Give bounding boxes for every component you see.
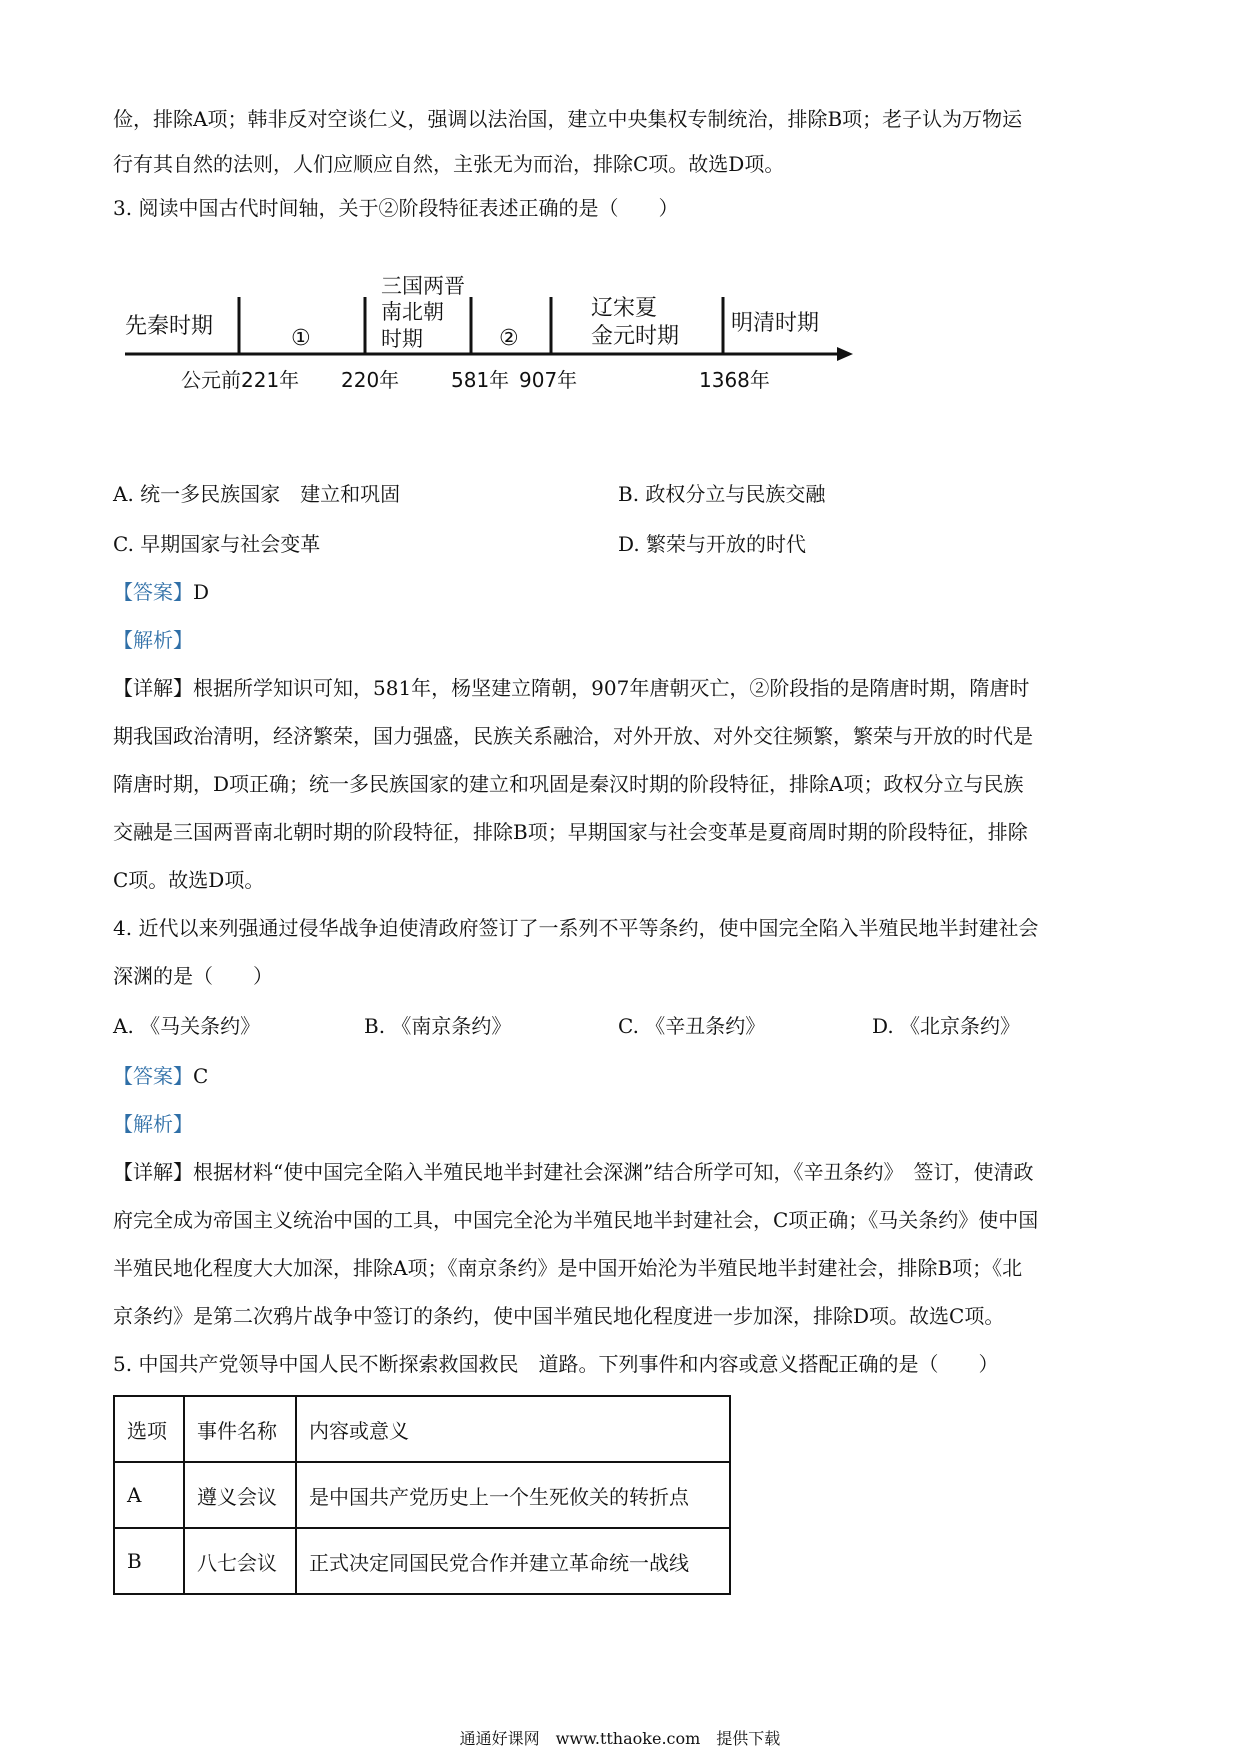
period-jin-yuan: 金元时期 bbox=[591, 324, 680, 349]
detail-text: 根据材料“使中国完全陷入半殖民地半封建社会深渊”结合所学可知，《辛丑条约》 签订，使清政 bbox=[193, 1160, 1034, 1184]
q3-detail-line-5: C项。故选D项。 bbox=[113, 868, 265, 892]
question-3-stem: 3. 阅读中国古代时间轴，关于②阶段特征表述正确的是（ ） bbox=[113, 196, 679, 220]
q3-option-b: B. 政权分立与民族交融 bbox=[618, 482, 826, 506]
period-north-south: 南北朝 bbox=[381, 300, 444, 324]
answer-tag: 【答案】 bbox=[113, 580, 193, 604]
page-footer: 通通好课网 www.tthaoke.com 提供下载 bbox=[459, 1729, 781, 1748]
q4-option-b: B. 《南京条约》 bbox=[364, 1014, 512, 1038]
table-cell: 八七会议 bbox=[184, 1528, 296, 1594]
timeline-arrowhead bbox=[837, 347, 853, 361]
q3-detail-line-3: 隋唐时期，D项正确；统一多民族国家的建立和巩固是秦汉时期的阶段特征，排除A项；政权分立与民族 bbox=[113, 772, 1024, 796]
period-2-marker: ② bbox=[499, 326, 519, 351]
year-221bc: 公元前221年 bbox=[181, 368, 300, 392]
q3-analysis-tag: 【解析】 bbox=[113, 628, 193, 652]
table-cell: 遵义会议 bbox=[184, 1462, 296, 1528]
table-cell: B bbox=[114, 1528, 184, 1594]
header-cell: 内容或意义 bbox=[296, 1396, 730, 1462]
period-three-kingdoms: 三国两晋 bbox=[381, 274, 465, 298]
year-581: 581年 bbox=[451, 368, 510, 392]
table-header-row bbox=[114, 1396, 730, 1462]
answer-tag: 【答案】 bbox=[113, 1064, 193, 1088]
q3-option-d: D. 繁荣与开放的时代 bbox=[618, 532, 807, 556]
q4-detail-line-2: 府完全成为帝国主义统治中国的工具，中国完全沦为半殖民地半封建社会，C项正确；《马关条约》使中国 bbox=[113, 1208, 1039, 1232]
q3-option-a: A. 统一多民族国家 建立和巩固 bbox=[113, 482, 401, 506]
year-220: 220年 bbox=[341, 368, 400, 392]
table-cell: 正式决定同国民党合作并建立革命统一战线 bbox=[296, 1528, 730, 1594]
q4-detail-line-4: 京条约》是第二次鸦片战争中签订的条约，使中国半殖民地化程度进一步加深，排除D项。故选C项。 bbox=[113, 1304, 1005, 1328]
timeline-figure bbox=[125, 274, 860, 430]
period-pre-qin: 先秦时期 bbox=[125, 314, 214, 339]
detail-tag: 【详解】 bbox=[113, 1160, 193, 1184]
q5-stem: 5. 中国共产党领导中国人民不断探索救国救民 道路。下列事件和内容或意义搭配正确的是（ ） bbox=[113, 1352, 999, 1376]
period-1-marker: ① bbox=[291, 326, 311, 351]
period-ming-qing: 明清时期 bbox=[731, 311, 820, 336]
answer-value: D bbox=[193, 580, 210, 604]
q4-option-a: A. 《马关条约》 bbox=[113, 1014, 261, 1038]
table-row bbox=[114, 1462, 730, 1528]
header-cell: 选项 bbox=[114, 1396, 184, 1462]
q4-stem-line-1: 4. 近代以来列强通过侵华战争迫使清政府签订了一系列不平等条约，使中国完全陷入半殖民地半封建社会 bbox=[113, 916, 1039, 940]
table-row bbox=[114, 1528, 730, 1594]
table-cell: 是中国共产党历史上一个生死攸关的转折点 bbox=[296, 1462, 730, 1528]
q4-answer bbox=[113, 1062, 208, 1090]
year-907: 907年 bbox=[519, 368, 578, 392]
q4-analysis-tag: 【解析】 bbox=[113, 1112, 193, 1136]
q4-stem-line-2: 深渊的是（ ） bbox=[113, 964, 273, 988]
q3-detail-line-4: 交融是三国两晋南北朝时期的阶段特征，排除B项；早期国家与社会变革是夏商周时期的阶段特征，排除 bbox=[113, 820, 1028, 844]
q4-detail-line-3: 半殖民地化程度大大加深，排除A项；《南京条约》是中国开始沦为半殖民地半封建社会，排除B项；《北 bbox=[113, 1256, 1023, 1280]
detail-tag: 【详解】 bbox=[113, 676, 193, 700]
q4-option-d: D. 《北京条约》 bbox=[872, 1014, 1021, 1038]
q5-table bbox=[113, 1395, 731, 1595]
header-cell: 事件名称 bbox=[184, 1396, 296, 1462]
year-1368: 1368年 bbox=[699, 368, 770, 392]
q4-detail-line-1 bbox=[113, 1158, 1033, 1186]
text-line-1: 俭，排除A项；韩非反对空谈仁义，强调以法治国，建立中央集权专制统治，排除B项；老子认为万物运 bbox=[113, 107, 1023, 131]
q3-detail-line-2: 期我国政治清明，经济繁荣，国力强盛，民族关系融洽，对外开放、对外交往频繁，繁荣与开放的时代是 bbox=[113, 724, 1033, 748]
detail-text: 根据所学知识可知，581年，杨坚建立隋朝，907年唐朝灭亡，②阶段指的是隋唐时期，隋唐时 bbox=[193, 676, 1030, 700]
answer-value: C bbox=[193, 1064, 209, 1088]
q3-option-c: C. 早期国家与社会变革 bbox=[113, 532, 321, 556]
table-cell: A bbox=[114, 1462, 184, 1528]
q3-answer bbox=[113, 578, 209, 606]
text-line-2: 行有其自然的法则，人们应顺应自然，主张无为而治，排除C项。故选D项。 bbox=[113, 152, 785, 176]
period-liao-song-xia: 辽宋夏 bbox=[591, 296, 658, 321]
q3-detail-line-1 bbox=[113, 674, 1029, 702]
q4-option-c: C. 《辛丑条约》 bbox=[618, 1014, 766, 1038]
period-shiqi: 时期 bbox=[381, 327, 423, 351]
